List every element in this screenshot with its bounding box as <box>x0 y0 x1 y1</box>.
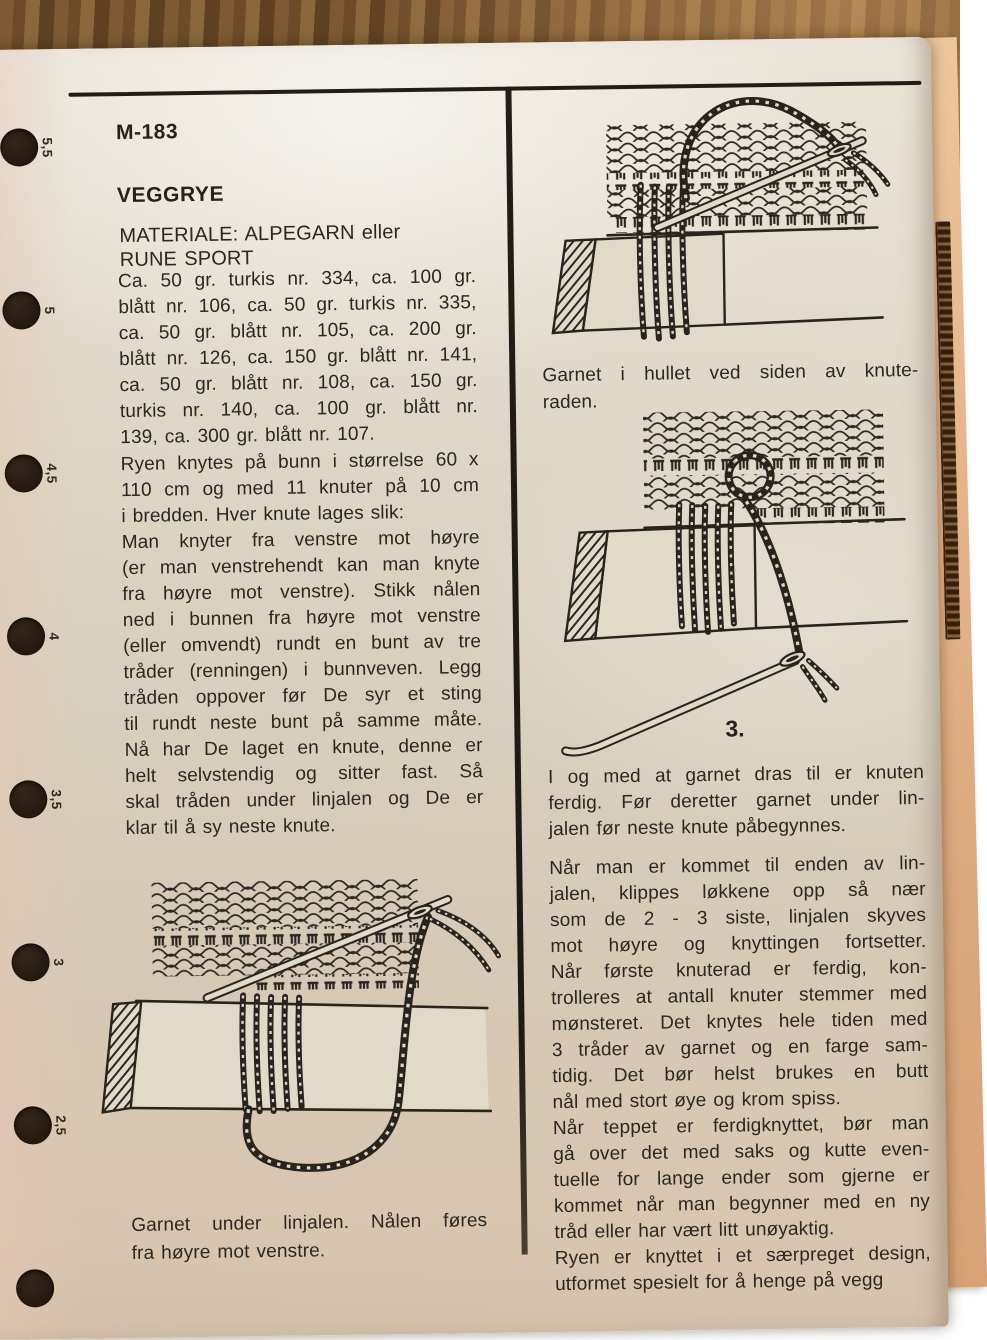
text-line: mønsteret. Det knytes hele tiden med <box>551 1008 928 1036</box>
text-line: skal tråden under linjalen og De er <box>125 787 484 814</box>
punch-hole <box>16 1269 55 1308</box>
text-line: Når teppet er ferdigknyttet, bør man <box>552 1112 930 1140</box>
text-line: Garnet under linjalen. Nålen føres <box>131 1210 488 1237</box>
needle-illustration <box>564 649 807 752</box>
magazine-page <box>0 37 949 1340</box>
text-line: kommet når man begynner med en ny <box>553 1190 931 1218</box>
margin-ruler-label: 5 <box>41 306 58 315</box>
margin-ruler-label: 3 <box>51 958 67 967</box>
figure-yarn-under-ruler <box>99 866 514 1212</box>
punch-hole <box>7 617 46 656</box>
fabric-illustration <box>151 879 418 992</box>
text-line: (er man venstrehendt kan man knyte <box>121 553 481 580</box>
body-paragraph-1 <box>548 760 925 843</box>
punch-hole <box>11 943 50 982</box>
adjacent-page-pattern <box>935 221 960 639</box>
text-line: trolleres at antall knuter stemmer med <box>551 982 928 1010</box>
punch-hole <box>5 454 44 493</box>
page-title: VEGGRYE <box>116 182 225 208</box>
yarn-end <box>430 910 499 971</box>
text-line: gå over det med saks og kutte even- <box>553 1138 930 1166</box>
text-line: 110 cm og med 11 knuter på 10 cm <box>120 475 480 502</box>
text-line: Nå har De laget en knute, denne er <box>124 735 483 762</box>
text-line: Ca. 50 gr. turkis nr. 334, ca. 100 gr. <box>117 266 477 293</box>
text-line: MATERIALE: ALPEGARN eller <box>119 221 401 248</box>
materials-paragraph <box>118 264 479 451</box>
margin-ruler-label: 2,5 <box>53 1115 69 1136</box>
text-line: 139, ca. 300 gr. blått nr. 107. <box>120 423 375 449</box>
margin-ruler-label: 3,5 <box>48 789 64 810</box>
text-line: fra høyre mot venstre). Stikk nålen <box>122 579 481 606</box>
margin-ruler-label: 4 <box>46 632 62 641</box>
text-line: i bredden. Hver knute lages slik: <box>121 502 405 528</box>
text-line: helt selvstendig og sitter fast. Så <box>124 761 484 788</box>
punch-hole <box>2 291 41 330</box>
text-line: Ryen er knyttet i et særpreget design, <box>554 1242 931 1270</box>
text-line: jalen før neste knute påbegynnes. <box>548 814 847 841</box>
text-line: blått nr. 126, ca. 150 gr. blått nr. 141, <box>119 344 478 371</box>
text-line: tidig. Det bør helst brukes en butt <box>552 1060 929 1088</box>
yarn-end <box>802 660 837 700</box>
margin-ruler-label: 5,5 <box>39 137 55 158</box>
text-line: ferdig. Før deretter garnet under lin- <box>548 787 925 815</box>
text-line: mot høyre og knyttingen fortsetter. <box>550 930 927 958</box>
text-line: tråden oppover før De syr et sting <box>123 683 483 710</box>
text-line: tuelle for lange ender som gjerne er <box>553 1164 930 1192</box>
text-line: blått nr. 106, ca. 50 gr. turkis nr. 335, <box>118 292 477 319</box>
punch-hole <box>0 128 38 167</box>
text-line: ned i bunnen fra høyre mot venstre <box>122 605 481 632</box>
text-line: Garnet i hullet ved siden av knute- <box>542 359 919 387</box>
text-line: tråd eller har vært litt unøyaktig. <box>554 1218 835 1244</box>
text-line: fra høyre mot venstre. <box>131 1240 326 1265</box>
text-line: nål med stort øye og krom spiss. <box>552 1088 842 1114</box>
text-line: ca. 50 gr. blått nr. 108, ca. 150 gr. <box>119 370 478 397</box>
text-line: som de 2 - 3 siste, linjalen skyves <box>549 904 927 932</box>
text-line: (eller omvendt) rundt en bunt av tre <box>123 631 482 658</box>
body-paragraph-2 <box>549 851 931 1298</box>
punch-hole <box>14 1106 53 1145</box>
punch-hole <box>9 780 48 819</box>
text-line: 3 tråder av garnet og en farge sam- <box>551 1034 928 1062</box>
figure2-label: 3. <box>725 715 745 742</box>
text-line: klar til å sy neste knute. <box>125 815 336 840</box>
article-code: M-183 <box>115 120 179 145</box>
text-line: RUNE SPORT <box>119 247 254 272</box>
text-line: Når man er kommet til enden av lin- <box>549 852 926 880</box>
text-line: jalen, klippes løkkene opp så nær <box>549 878 926 906</box>
text-line: raden. <box>542 391 598 414</box>
text-line: Ryen knytes på bunn i størrelse 60 x <box>120 449 479 476</box>
text-line: til rundt neste bunt på samme måte. <box>124 709 483 736</box>
knotting-instructions <box>120 447 483 842</box>
text-line: tråder (renningen) i bunnveven. Legg <box>123 657 482 684</box>
figure-step-3 <box>548 407 913 747</box>
fabric-illustration <box>643 409 905 528</box>
margin-ruler-label: 4,5 <box>44 463 60 484</box>
text-line: utformet spesielt for å henge på vegg <box>554 1269 884 1296</box>
text-line: ca. 50 gr. blått nr. 105, ca. 200 gr. <box>118 318 477 345</box>
text-line: Man knyter fra venstre mot høyre <box>121 527 480 554</box>
left-figure-caption <box>131 1207 488 1268</box>
figure-yarn-in-hole <box>543 83 907 368</box>
ruler-illustration <box>552 231 883 333</box>
text-line: turkis nr. 140, ca. 100 gr. blått nr. <box>119 396 479 423</box>
text-line: I og med at garnet dras til er knuten <box>547 761 925 789</box>
text-line: Når første knuterad er ferdig, kon- <box>550 956 927 984</box>
